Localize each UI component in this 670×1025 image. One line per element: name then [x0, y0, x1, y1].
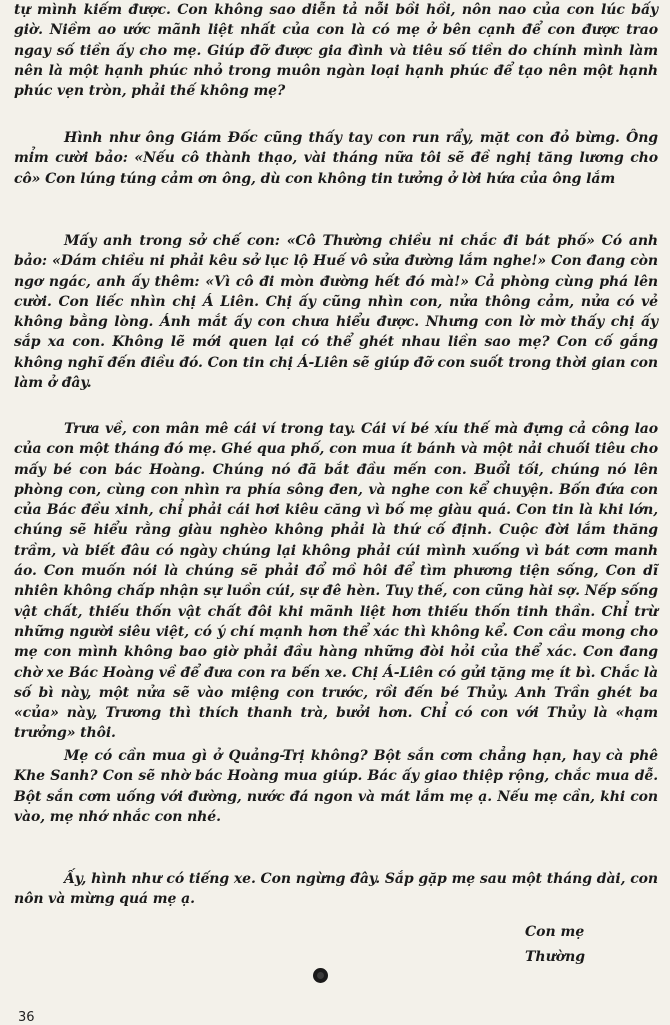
paragraph-text: Trưa về, con mân mê cái ví trong tay. Cái ví bé xíu thế mà đựng cả công lao của con một tháng đó mẹ. Ghé qua phố, con mua ít bánh và một nải chuối tiêu cho mấy bé con bác Hoàng. Chúng nó đã bắt đầu mến con. Buổi tối, chúng nó lên phòng con, cùng con nhìn ra phía sông đen, và nghe con kể chuyện. Bốn đứa con của Bác đều xinh, chỉ phải cái hơi kiêu căng vì bố mẹ giàu quá. Con tin là khi lớn, chúng sẽ hiểu rằng giàu nghèo không phải là thứ cố định. Cuộc đời lắm thăng trầm, và biết đâu có ngày chúng lại không phải cúi mình xuống vì bát cơm manh áo. Con muốn nói là chúng sẽ phải đổ mồ hôi để tìm phương tiện sống, Con dĩ nhiên không chấp nhận sự luồn cúi, sự đê hèn. Tuy thế, con cũng hài sợ. Nếp sống vật chất, thiếu thốn vật chất đôi khi mãnh liệt hơn thiếu thốn tinh thần. Chỉ trừ những người siêu việt, có ý chí mạnh hơn thể xác thì không kể. Con cầu mong cho mẹ con mình không bao giờ phải đầu hàng những đòi hỏi của thể xác. Con đang chờ xe Bác Hoàng về để đưa con ra bến xe. Chị Á-Liên có gửi tặng mẹ ít bì. Chắc là số bì này, một nửa sẽ vào miệng con trước, rồi đến bé Thủy. Anh Trần ghét ba «của» này, Trương thì thích thanh trà, bưởi hơn. Chỉ có con với Thủy là «hạm trưởng» thôi.	[14, 421, 658, 742]
paragraph-text: Hình như ông Giám Đốc cũng thấy tay con run rẩy, mặt con đỏ bừng. Ông mỉm cười bảo: «Nếu cô thành thạo, vài tháng nữa tôi sẽ đề nghị tăng lương cho cô» Con lúng túng cảm ơn ông, dù con không tin tưởng ở lời hứa của ông lắm	[14, 130, 658, 187]
paragraph-3	[14, 231, 658, 393]
paragraph-text: Mẹ có cần mua gì ở Quảng-Trị không? Bột sắn cơm chẳng hạn, hay cà phê Khe Sanh? Con sẽ nhờ bác Hoàng mua giúp. Bác ấy giao thiệp rộng, chắc mua dễ. Bột sắn cơm uống với đường, nước đá ngon và mát lắm mẹ ạ. Nếu mẹ cần, khi con vào, mẹ nhớ nhắc con nhé.	[14, 748, 658, 825]
paragraph-5	[14, 746, 658, 827]
paragraph-1	[14, 0, 658, 101]
page-number: 36	[18, 1010, 35, 1025]
ornament-dot-icon	[313, 968, 328, 983]
paragraph-text: Ấy, hình như có tiếng xe. Con ngừng đây. Sắp gặp mẹ sau một tháng dài, con nôn và mừng quá mẹ ạ.	[14, 871, 658, 908]
paragraph-text: tự mình kiếm được. Con không sao diễn tả nỗi bồi hồi, nôn nao của con lúc bấy giờ. Niềm ao ước mãnh liệt nhất của con là có mẹ ở bên cạnh để con được trao ngay số tiền ấy cho mẹ. Giúp đỡ được gia đình và tiêu số tiền do chính mình làm nên là một hạnh phúc nhỏ trong muôn ngàn loại hạnh phúc để tạo nên một hạnh phúc vẹn tròn, phải thế không mẹ?	[14, 2, 658, 100]
signature-line-1: Con mẹ	[525, 924, 585, 940]
paragraph-4	[14, 419, 658, 744]
paragraph-2	[14, 128, 658, 189]
signature-line-2: Thường	[525, 949, 586, 965]
paragraph-text: Mấy anh trong sở chế con: «Cô Thường chiều ni chắc đi bát phố» Có anh bảo: «Dám chiều ni phải kêu sở lục lộ Huế vô sửa đường lắm nghe!» Con đang còn ngơ ngác, anh ấy thêm: «Vì cô đi mòn đường hết đó mà!» Cả phòng cùng phá lên cười. Con liếc nhìn chị Á Liên. Chị ấy cũng nhìn con, nửa thông cảm, nửa có vẻ không bằng lòng. Ánh mắt ấy con chưa hiểu được. Nhưng con lờ mờ thấy chị ấy sắp xa con. Không lẽ mới quen lại có thể ghét nhau liền sao mẹ? Con cố gắng không nghĩ đến điều đó. Con tin chị Á-Liên sẽ giúp đỡ con suốt trong thời gian con làm ở đây.	[14, 233, 658, 392]
paragraph-6	[14, 869, 658, 910]
